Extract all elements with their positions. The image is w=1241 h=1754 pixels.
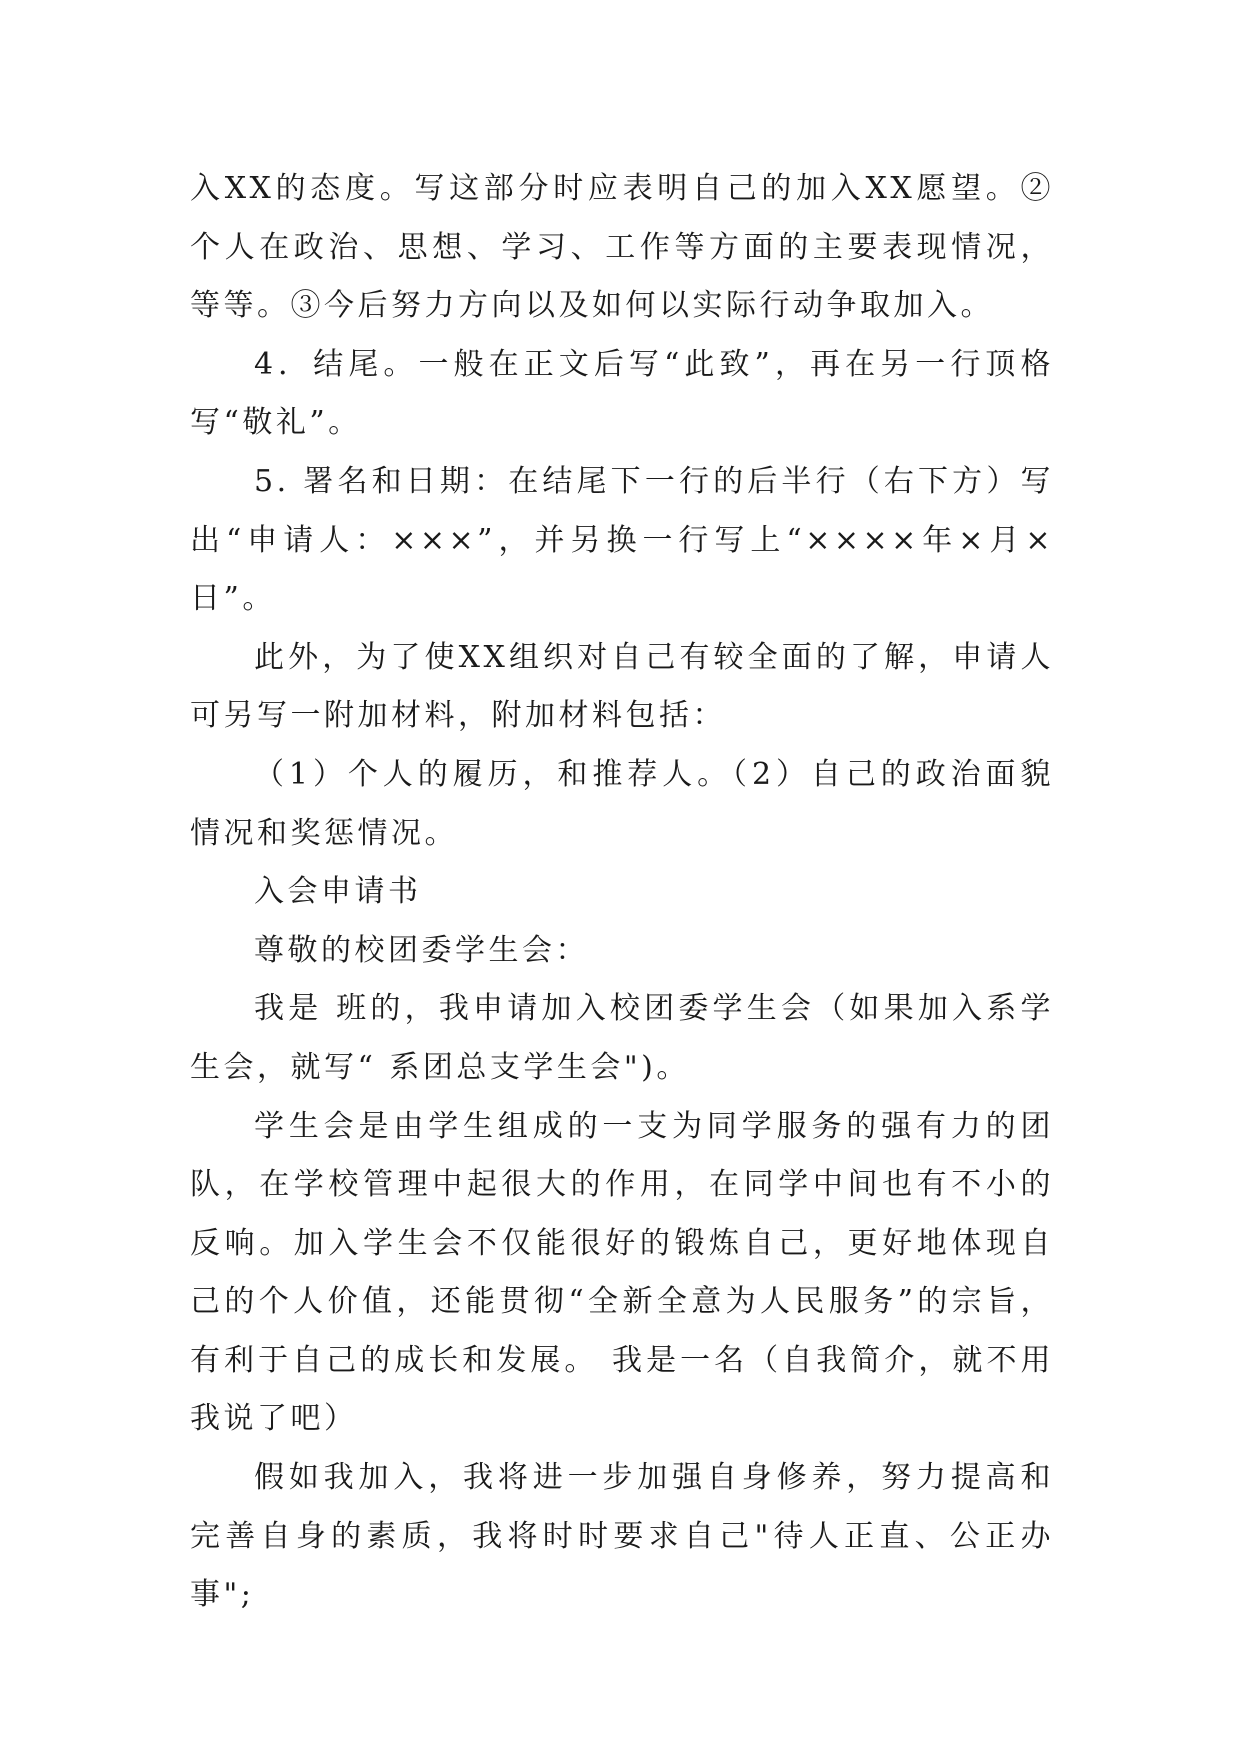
paragraph: 入XX的态度。写这部分时应表明自己的加入XX愿望。②个人在政治、思想、学习、工作等方面的主要表现情况，等等。③今后努力方向以及如何以实际行动争取加入。 (190, 171, 1054, 324)
paragraph: 我是 班的，我申请加入校团委学生会（如果加入系学生会，就写“ 系团总支学生会")。 (190, 991, 1054, 1085)
paragraph: 4．结尾。一般在正文后写“此致”，再在另一行顶格写“敬礼”。 (190, 346, 1054, 441)
paragraph: 此外，为了使XX组织对自己有较全面的了解，申请人可另写一附加材料，附加材料包括： (190, 639, 1054, 734)
paragraph: （1）个人的履历，和推荐人。（2）自己的政治面貌情况和奖惩情况。 (190, 756, 1054, 851)
document-body (190, 160, 1054, 1625)
paragraph: 学生会是由学生组成的一支为同学服务的强有力的团队，在学校管理中起很大的作用，在同学中间也有不小的反响。加入学生会不仅能很好的锻炼自己，更好地体现自己的个人价值，还能贯彻“全新全意为人民服务”的宗旨，有利于自己的成长和发展。 我是一名（自我简介，就不用我说了吧） (190, 1108, 1054, 1437)
section-title: 入会申请书 (254, 874, 422, 910)
salutation: 尊敬的校团委学生会： (254, 932, 589, 968)
paragraph: 假如我加入，我将进一步加强自身修养，努力提高和完善自身的素质，我将时时要求自己"待人正直、公正办事"; (190, 1460, 1054, 1613)
paragraph: 5. 署名和日期：在结尾下一行的后半行（右下方）写出“申请人：×××”，并另换一行写上“××××年×月×日”。 (190, 463, 1054, 617)
